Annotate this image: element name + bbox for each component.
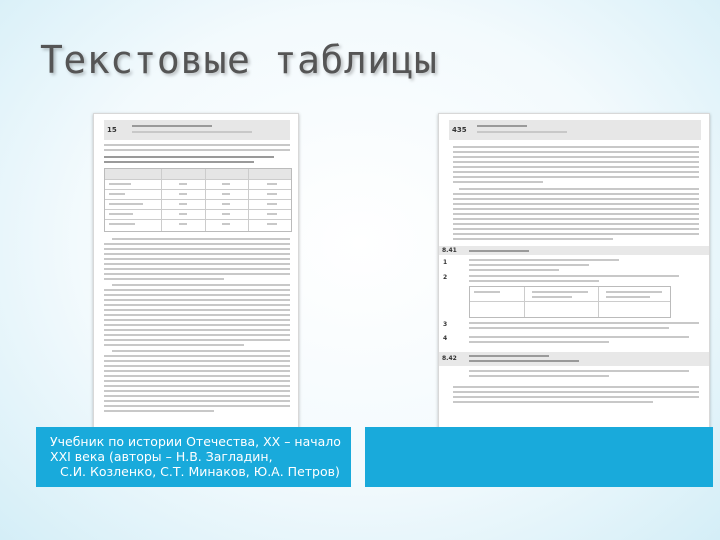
task-number: 4: [443, 335, 448, 342]
caption-box: [36, 427, 351, 487]
caption-line: XXI века (авторы – Н.В. Загладин,: [50, 449, 273, 464]
caption-line: С.И. Козленко, С.Т. Минаков, Ю.А. Петров): [60, 464, 340, 479]
textbook-page-right: [438, 113, 710, 433]
caption-line: Учебник по истории Отечества, XX – начало: [50, 434, 341, 449]
task-number: 8.42: [442, 355, 457, 362]
task-number: 2: [443, 274, 448, 281]
task-table: [469, 286, 671, 318]
page-header: [104, 120, 290, 140]
task-number: 3: [443, 321, 448, 328]
textbook-page-left: [93, 113, 299, 433]
statistics-table: [104, 168, 292, 232]
empty-caption-box: [365, 427, 713, 487]
task-number: 1: [443, 259, 448, 266]
page-number: 435: [452, 126, 467, 134]
page-number: 15: [107, 126, 117, 134]
task-number: 8.41: [442, 247, 457, 254]
page-header: [449, 120, 701, 140]
slide-title: Текстовые таблицы: [40, 38, 438, 82]
